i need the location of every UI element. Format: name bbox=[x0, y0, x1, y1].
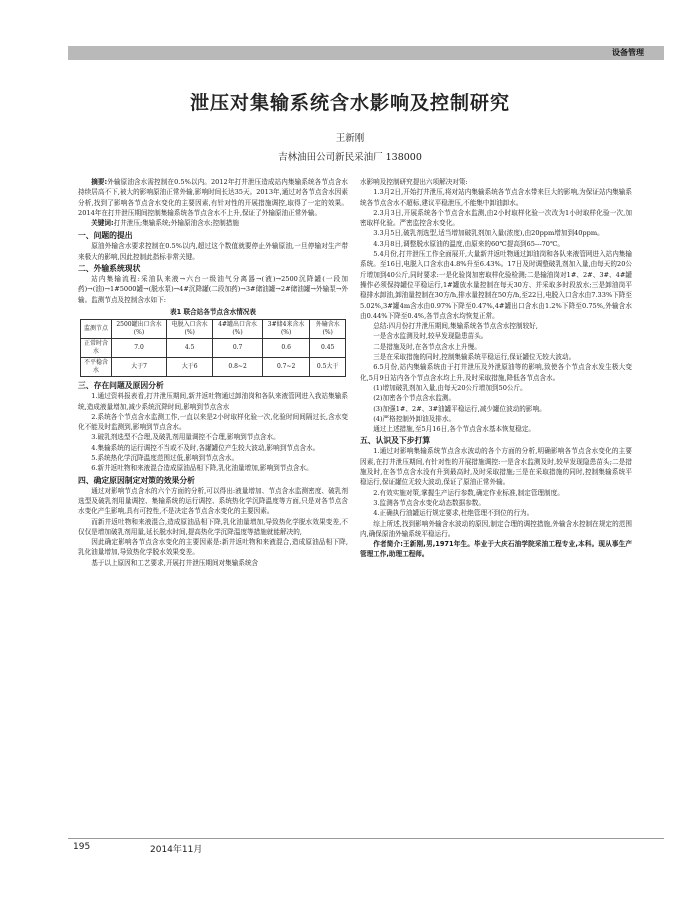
table-cell: 0.7~2 bbox=[262, 358, 310, 377]
paragraph: 1.通过资料报表看,打井泄压期间,新井返吐物通过卸油岗和各队来液管网进入我站集输系统,造成液量增加,减少系统沉降时间,影响到节点含水 bbox=[78, 392, 348, 411]
section-1-heading: 一、问题的提出 bbox=[78, 231, 133, 241]
paragraph: 3.破乳剂选型不合理,及破乳剂用量调控不合理,影响到节点含水。 bbox=[91, 433, 280, 442]
table-header-cell: 电脱入口含水(%) bbox=[167, 320, 213, 339]
paragraph: 总结:四月份打井泄压期间,集输系统各节点含水控制较好, bbox=[373, 322, 538, 331]
table-caption: 表1 联合站各节点含水情况表 bbox=[169, 307, 256, 316]
keywords-text: 打井泄压;集输系统;外输原油含水;控制措施 bbox=[113, 219, 239, 228]
paragraph: 水影响及控制研究提出六项解决对策: bbox=[360, 178, 468, 186]
paragraph: (4)严格控制外卸油及排水。 bbox=[373, 414, 456, 423]
paragraph: 2.有效实施对策,掌握生产运行参数,确定作业标准,制定管理制度。 bbox=[373, 488, 564, 497]
table-cell: 正常时含水 bbox=[81, 339, 112, 358]
page-number: 195 bbox=[73, 842, 91, 852]
section-5-heading: 五、认识及下步打算 bbox=[360, 436, 431, 446]
water-content-table bbox=[80, 319, 346, 377]
abstract-text: 外输原油含水需控制在0.5%以内。2012年打井泄压造成站内集输系统各节点含水持续居高不下,被大的影响原油正常外输,影响时间长达35天。2013年,通过对各节点含水因素分析,找到了影响各节点含水变化的主要因素,有针对性的开展措施调控,取得了一定的效果。2014年在打井泄压期间控制集输系统各节点含水不上升,保证了外输原油正常外输。 bbox=[78, 178, 348, 217]
paragraph: 1.通过对影响集输系统节点含水波动的各个方面的分析,明确影响各节点含水变化的主要因素,在打井泄压期间,有针对性的开展措施调控:一是含水监测及时,较早发现隐患苗头;二是措施及时,在各节点含水没有升到最高时,及时采取措施;三是在采取措施的同时,控制集输系统平稳运行,保证罐位无较大波动,保证了原油正常外输。 bbox=[360, 447, 632, 487]
table-cell: 0.5大于 bbox=[310, 358, 346, 377]
table-header-row bbox=[81, 320, 346, 339]
article-author: 王新刚 bbox=[335, 133, 365, 144]
paragraph: 4.3月8日,调整脱水原油的温度,由原来的60℃提高到65---70℃。 bbox=[373, 239, 564, 248]
table-header-cell: 3#储4来含水(%) bbox=[262, 320, 310, 339]
table-row bbox=[81, 358, 346, 377]
abstract bbox=[78, 177, 348, 218]
paragraph: 综上所述,找到影响外输含水波动的原因,制定合理的调控措施,外输含水控制在规定的范围内,确保原油外输系统平稳运行。 bbox=[360, 519, 632, 538]
paragraph: 通过上述措施,至5月16日,各个节点含水基本恢复稳定。 bbox=[373, 425, 536, 434]
paragraph: 3.监测各节点含水变化动态数据参数。 bbox=[373, 498, 485, 507]
paragraph: (1)增加破乳剂加入量,由每天20公斤增加到50公斤。 bbox=[373, 383, 527, 392]
paragraph: 基于以上原因和工艺要求,开展打井泄压期间对集输系统含 bbox=[91, 558, 259, 567]
paragraph: 通过对影响节点含水的六个方面的分析,可以得出:液量增加、节点含水监测密度、破乳剂选型及破乳剂用量调控、集输系统的运行调控、系统热化学沉降温度等方面,只是对各节点含水变化产生影响,具有可控性,不是决定各节点含水变化的主要因素。 bbox=[78, 486, 348, 516]
section-2-heading: 二、外输系统现状 bbox=[78, 264, 141, 274]
table-cell: 0.45 bbox=[310, 339, 346, 358]
table-cell: 0.8~2 bbox=[213, 358, 263, 377]
table-cell: 7.0 bbox=[111, 339, 166, 358]
table-cell: 大于7 bbox=[111, 358, 166, 377]
section-label: 设备管理 bbox=[612, 48, 644, 57]
table-header-cell: 监测节点 bbox=[81, 320, 112, 339]
table-cell: 4.5 bbox=[167, 339, 213, 358]
paragraph: (3)加强1#、2#、3#油罐平稳运行,减少罐位波动的影响。 bbox=[373, 404, 546, 413]
table-header-cell: 2500罐出口含水(%) bbox=[111, 320, 166, 339]
paragraph: 6.5月份,站内集输系统由于打井泄压及外泄原油等的影响,致使各个节点含水发生极大变化,5月9日站内各个节点含水均上升,及时采取措施,降低各节点含水。 bbox=[360, 363, 632, 382]
paragraph: 一是含水监测及时,较早发现隐患苗头。 bbox=[373, 332, 488, 341]
footer-rule bbox=[68, 838, 664, 839]
article-title: 泄压对集输系统含水影响及控制研究 bbox=[189, 92, 510, 114]
issue-date: 2014年11月 bbox=[150, 845, 203, 855]
keywords bbox=[78, 218, 348, 228]
paragraph: 站内集输流程:采油队来液→六台一级油气分离器→(液)→2500沉降罐(一段加药)→(油)→1#5000罐→(脱水泵)→4#沉降罐(二段加药)→3#储油罐→2#储油罐→外输泵→外输。监测节点及控制含水如下: bbox=[78, 275, 348, 304]
paragraph: 4.集输系统的运行调控不当或不及时,各罐罐位产生较大波动,影响到节点含水。 bbox=[91, 443, 320, 452]
table-header-cell: 外输含水(%) bbox=[310, 320, 346, 339]
table-cell: 不平稳含水 bbox=[81, 358, 112, 377]
paragraph: 因此确定影响各节点含水变化的主要因素是:新井返吐物和来液混合,造成原油品相下降,乳化油量增加,导致热化学脱水效果变差。 bbox=[78, 538, 348, 557]
paragraph: 2.3月3日,开展系统各个节点含水监测,由2小时取样化验一次改为1小时取样化验一次,加密取样化验。严密监控含水变化。 bbox=[360, 208, 632, 228]
paragraph: 2.系统各个节点含水监测工作,一直以来是2小时取样化验一次,化验时间间隔过长,含水变化不能及时监测到,影响到节点含水。 bbox=[78, 412, 348, 432]
table-cell: 大于6 bbox=[167, 358, 213, 377]
article-affiliation: 吉林油田公司新民采油厂 138000 bbox=[278, 152, 422, 163]
paragraph: (2)加密各个节点含水监测。 bbox=[373, 394, 456, 403]
keywords-label: 关键词: bbox=[91, 219, 114, 228]
paragraph: 4.正确执行油罐运行规定要求,杜绝管理不到位的行为。 bbox=[373, 509, 534, 518]
paragraph: 6.新井返吐物和来液混合造成原油品相下降,乳化油量增加,影响到节点含水。 bbox=[91, 464, 313, 473]
paragraph: 3.3月5日,破乳剂选型,适当增加破乳剂加入量(浓度),由20ppm增加到40ppm。 bbox=[373, 229, 604, 238]
paragraph: 而新井返吐物和来液混合,造成原油品相下降,乳化油量增加,导致热化学脱水效果变差,不仅仅是增加破乳剂用量,延长脱水时间,提高热化学沉降温度等措施就能解决的, bbox=[78, 517, 348, 536]
table-header-cell: 4#罐出口含水(%) bbox=[213, 320, 263, 339]
right-column bbox=[360, 177, 632, 560]
table-cell: 0.6 bbox=[262, 339, 310, 358]
paragraph: 二是措施及时,在各节点含水上升慢。 bbox=[373, 342, 481, 351]
section-4-heading: 四、确定原因制定对策的效果分析 bbox=[78, 475, 195, 485]
table-cell: 0.7 bbox=[213, 339, 263, 358]
paragraph: 5.4月份,打井泄压工作全面展开,大量新井返吐物通过卸油岗和各队来液管网进入站内集输系统。至16日,电脱入口含水由4.8%升至6.43%。17日及时调整破乳剂加入量,由每天的20公斤增加到40公斤,同时要求:一是化验岗加密取样化验检测;二是输油岗对1#、2#、3#、4#罐操作必须保持罐位平稳运行,1#罐放水量控制在每天30方、并采取多时段放水;三是卸油岗平稳排水卸油,卸油量控制在30方/h,排水量控制在50方/h,至22日,电脱入口含水由7.33%下降至5.02%,3#罐4m含水由0.97%下降至0.47%,4#罐出口含水由1.2%下降至0.75%,外输含水由0.44%下降至0.4%,各节点含水均恢复正常。 bbox=[360, 250, 632, 320]
section-3-heading: 三、存在问题及原因分析 bbox=[78, 381, 164, 391]
author-note: 作者简介:王新刚,男,1971年生。毕业于大庆石油学院采油工程专业,本科。现从事生产管理工作,助理工程师。 bbox=[360, 540, 632, 559]
table-row bbox=[81, 339, 346, 358]
paragraph: 1.3月2日,开始打井泄压,将对站内集输系统各节点含水带来巨大的影响,为保证站内集输系统各节点含水不超标,建议平稳泄压,不能集中卸油卸水。 bbox=[360, 188, 632, 207]
paragraph: 原油外输含水要求控制在0.5%以内,超过这个数值就要停止外输原油,一旦停输对生产带来极大的影响,因此控制此指标非常关键。 bbox=[78, 242, 348, 261]
paragraph: 三是在采取措施的同时,控制集输系统平稳运行,保证罐位无较大波动。 bbox=[373, 353, 576, 362]
paragraph: 5.系统热化学沉降温度范围过低,影响到节点含水。 bbox=[91, 454, 239, 463]
left-column bbox=[78, 177, 348, 568]
header-bar bbox=[68, 46, 664, 60]
abstract-label: 摘要: bbox=[91, 178, 108, 186]
